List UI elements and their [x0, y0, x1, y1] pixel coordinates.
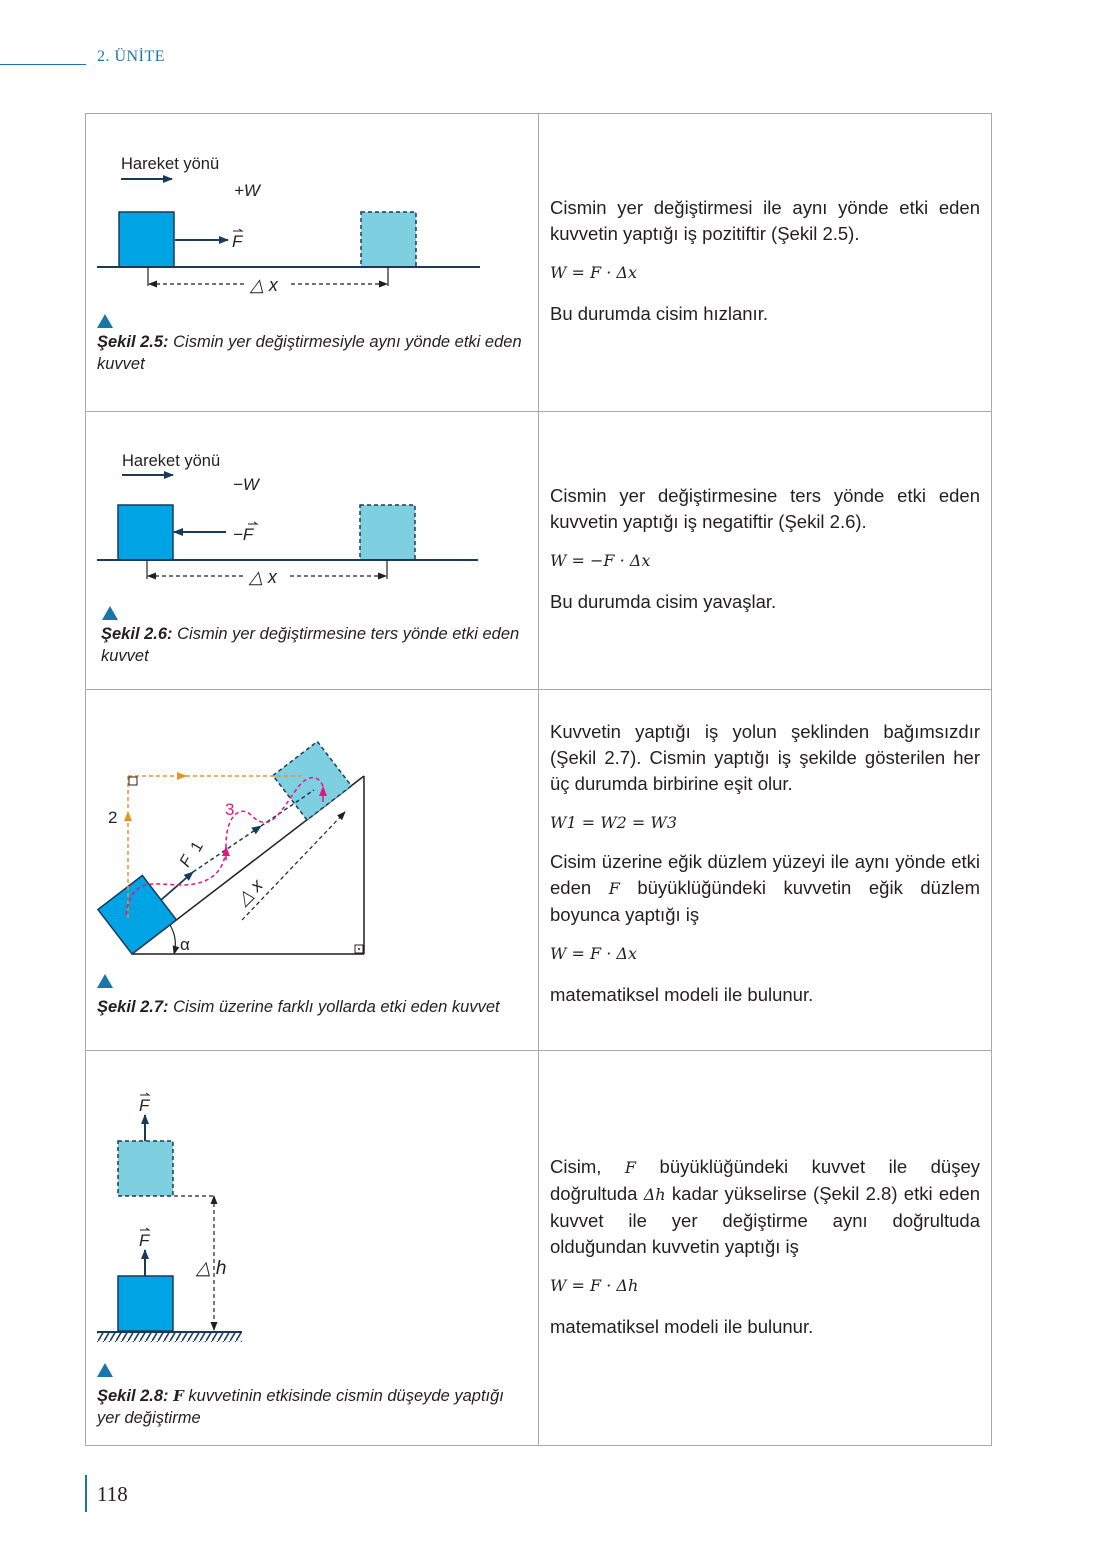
caption-marker-icon: [97, 1363, 113, 1377]
symbol-f: F: [608, 879, 620, 898]
force-label: −F: [233, 525, 254, 544]
text-cell: [539, 114, 991, 411]
figure-cell: [86, 690, 539, 1050]
table-row-2-7: [86, 690, 991, 1051]
displacement-label: △ x: [250, 275, 278, 295]
paragraph: matematiksel modeli ile bulunur.: [550, 1316, 814, 1337]
angle-label: α: [180, 935, 190, 954]
text-cell: [539, 690, 991, 1050]
block-start: [98, 875, 177, 954]
force-top-label: F: [139, 1096, 150, 1115]
height-label: △ h: [196, 1258, 227, 1279]
caption-marker-icon: [102, 606, 118, 620]
caption-text: Cismin yer değiştirmesiyle aynı yönde etki eden kuvvet: [97, 333, 522, 373]
paragraph: Cismin yer değiştirmesine ters yönde etki eden kuvvetin yaptığı iş negatiftir (Şekil 2.6).: [550, 485, 980, 532]
block-end: [360, 505, 415, 560]
caption-number: Şekil 2.7:: [97, 998, 169, 1016]
ground-hatch: [97, 1333, 242, 1342]
paragraph-part: büyüklüğündeki kuvvet ile düşey doğrultuda: [550, 1156, 980, 1204]
paragraph: Cismin yer değiştirmesi ile aynı yönde etki eden kuvvetin yaptığı iş pozitiftir (Şekil 2.5).: [550, 197, 980, 244]
explanation: [550, 719, 980, 1008]
caption-symbol: F: [173, 1387, 184, 1405]
equation: W = F · Δx: [550, 944, 637, 963]
equation: W = −F · Δx: [550, 551, 651, 570]
caption-text: Cisim üzerine farklı yollarda etki eden kuvvet: [168, 998, 500, 1016]
paragraph: matematiksel modeli ile bulunur.: [550, 984, 814, 1005]
caption-number: Şekil 2.6:: [101, 625, 173, 643]
direction-label: Hareket yönü: [121, 155, 220, 173]
unit-label: 2. ÜNİTE: [97, 48, 165, 65]
caption-marker-icon: [97, 314, 113, 328]
text-cell: [539, 412, 991, 689]
equation: W = F · Δx: [550, 263, 637, 282]
paragraph: Kuvvetin yaptığı iş yolun şeklinden bağımsızdır (Şekil 2.7). Cismin yaptığı iş şekilde gösterilen her üç durumda birbirine eşit olur.: [550, 721, 980, 794]
caption-2-6: [101, 623, 527, 667]
caption-number: Şekil 2.5:: [97, 333, 169, 351]
displacement-label: △ x: [232, 874, 267, 909]
figure-cell: [86, 114, 539, 411]
right-angle-dot: [358, 948, 360, 950]
direction-label: Hareket yönü: [122, 452, 221, 470]
caption-number: Şekil 2.8:: [97, 1387, 169, 1405]
figure-cell: [86, 412, 539, 689]
header-rule: [0, 64, 86, 65]
symbol-delta-h: Δh: [643, 1185, 666, 1204]
paragraph-part: büyüklüğündeki kuvvetin eğik düzlem boyunca yaptığı iş: [550, 877, 980, 925]
text-cell: [539, 1051, 991, 1445]
equation: W1 = W2 = W3: [550, 813, 678, 832]
paragraph-part: kadar yükselirse (Şekil 2.8) etki eden kuvvet ile yer değiştirme aynı doğrultuda olduğundan kuvvetin yaptığı iş: [550, 1183, 981, 1257]
equation: W = F · Δh: [550, 1276, 639, 1295]
footer-rule: [85, 1475, 87, 1512]
vector-sign: [140, 1093, 149, 1095]
paragraph: [550, 849, 980, 928]
force-bottom-label: F: [139, 1231, 150, 1250]
path-1-label: 1: [187, 838, 207, 855]
paragraph-part: Cisim üzerine eğik düzlem yüzeyi ile aynı yönde etki eden: [550, 851, 980, 898]
paragraph: Bu durumda cisim hızlanır.: [550, 303, 768, 324]
block-start: [118, 1276, 173, 1331]
displacement-label: △ x: [249, 567, 277, 587]
caption-2-5: [97, 331, 527, 375]
table-row-2-6: [86, 412, 991, 690]
block-start: [118, 505, 173, 560]
vector-sign: [233, 229, 242, 231]
table-row-2-5: [86, 114, 991, 412]
force-label: F: [176, 853, 197, 870]
force-arrow: [161, 872, 193, 900]
explanation: [550, 1154, 980, 1340]
path-3-label: 3: [225, 800, 235, 819]
force-label: F: [232, 232, 243, 251]
caption-2-7: [97, 996, 537, 1018]
block-end: [118, 1141, 173, 1196]
symbol-f: F: [624, 1158, 637, 1177]
vector-sign: [248, 522, 257, 524]
block-end: [361, 212, 416, 267]
caption-text: Cismin yer değiştirmesine ters yönde etki eden kuvvet: [101, 625, 520, 665]
content-table: [85, 113, 992, 1446]
figure-cell: [86, 1051, 539, 1445]
caption-2-8: [97, 1385, 527, 1429]
right-angle-icon: [129, 777, 137, 785]
work-label: −W: [233, 475, 259, 494]
path-2-label: 2: [108, 808, 118, 827]
paragraph: Bu durumda cisim yavaşlar.: [550, 591, 777, 612]
explanation: [550, 483, 980, 615]
paragraph: [550, 1154, 980, 1260]
table-row-2-8: [86, 1051, 991, 1445]
vector-sign: [140, 1228, 149, 1230]
block-start: [119, 212, 174, 267]
page-number: 118: [97, 1482, 128, 1506]
work-label: +W: [234, 181, 260, 200]
paragraph-part: Cisim,: [550, 1156, 602, 1177]
explanation: [550, 195, 980, 327]
caption-text: kuvvetinin etkisinde cismin düşeyde yaptığı yer değiştirme: [97, 1387, 504, 1427]
angle-arc: [170, 925, 175, 954]
caption-marker-icon: [97, 974, 113, 988]
block-end: [273, 741, 352, 820]
